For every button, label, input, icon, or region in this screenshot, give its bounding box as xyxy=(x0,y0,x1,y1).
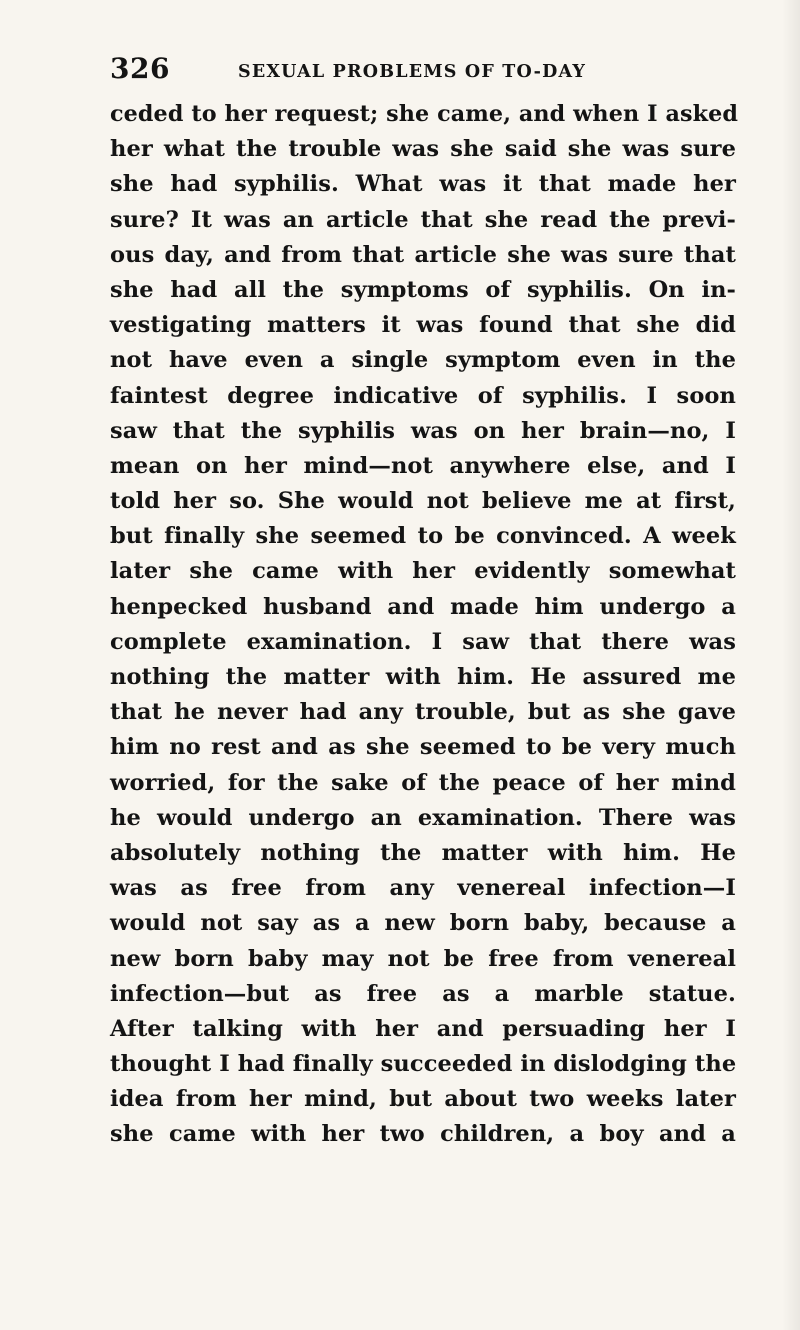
text-line: him no rest and as she seemed to be very much xyxy=(110,734,736,761)
text-line: henpecked husband and made him undergo a xyxy=(110,593,736,620)
text-line: she came with her two children, a boy and a xyxy=(110,1121,736,1148)
text-line: complete examination. I saw that there was xyxy=(110,628,736,655)
text-line: ous day, and from that article she was sure that xyxy=(110,241,736,268)
text-line: infection—but as free as a marble statue. xyxy=(110,980,736,1007)
text-line: vestigating matters it was found that she did xyxy=(110,312,736,339)
text-line: saw that the syphilis was on her brain—no, I xyxy=(110,417,736,444)
text-line: she had all the symptoms of syphilis. On in- xyxy=(110,276,736,303)
text-line: nothing the matter with him. He assured me xyxy=(110,664,736,690)
text-line: was as free from any venereal infection—I xyxy=(110,875,736,902)
text-line: thought I had finally succeeded in dislodging the xyxy=(110,1051,737,1078)
text-line: he would undergo an examination. There was xyxy=(110,804,736,831)
text-line: she had syphilis. What was it that made her xyxy=(110,171,736,198)
text-line: her what the trouble was she said she was sure xyxy=(110,136,736,163)
text-line: new born baby may not be free from venereal xyxy=(110,945,736,972)
text-line: faintest degree indicative of syphilis. I soon xyxy=(110,382,736,409)
page-number: 326 xyxy=(110,52,170,85)
text-line: later she came with her evidently somewhat xyxy=(110,558,736,585)
text-line: sure? It was an article that she read the previ- xyxy=(110,206,736,233)
text-line: would not say as a new born baby, because a xyxy=(110,910,736,937)
text-line: not have even a single symptom even in the xyxy=(110,347,736,374)
text-line: ceded to her request; she came, and when I asked xyxy=(110,101,739,127)
text-line: that he never had any trouble, but as she gave xyxy=(110,699,736,726)
text-line: told her so. She would not believe me at first, xyxy=(110,488,736,515)
text-line: absolutely nothing the matter with him. He xyxy=(110,839,736,866)
text-line: worried, for the sake of the peace of her mind xyxy=(110,769,736,796)
text-line: but finally she seemed to be convinced. A week xyxy=(110,523,736,550)
text-line: mean on her mind—not anywhere else, and I xyxy=(110,452,736,479)
page-header xyxy=(110,52,730,92)
running-head: SEXUAL PROBLEMS OF TO-DAY xyxy=(238,62,587,82)
page-edge-shadow xyxy=(782,0,800,1330)
text-line: idea from her mind, but about two weeks later xyxy=(110,1086,736,1113)
text-line: After talking with her and persuading her I xyxy=(110,1015,736,1042)
body-text xyxy=(110,97,739,1153)
